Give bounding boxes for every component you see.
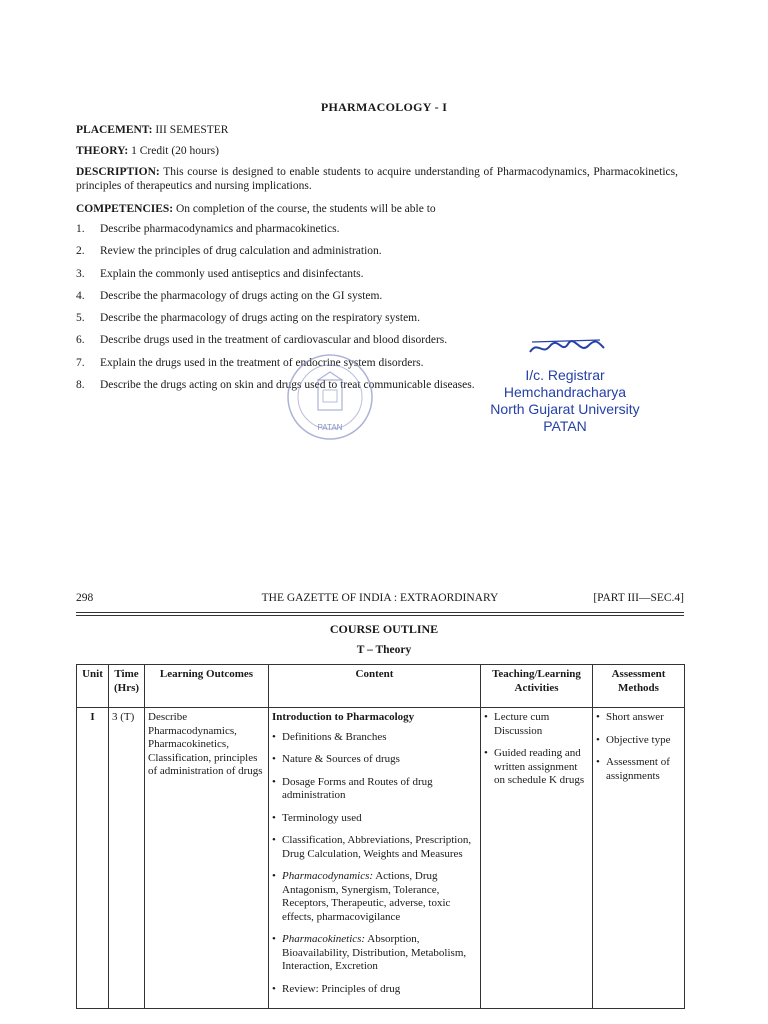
page-title: PHARMACOLOGY - I xyxy=(320,100,448,114)
list-number: 2. xyxy=(76,245,85,258)
list-item: • Guided reading and written assignment on schedule K drugs xyxy=(484,747,589,788)
cell-assessment xyxy=(593,708,685,1009)
course-outline-heading: COURSE OUTLINE xyxy=(329,622,439,636)
col-header-unit: Unit xyxy=(77,665,109,708)
placement-value: III SEMESTER xyxy=(155,124,229,136)
list-number: 3. xyxy=(76,267,85,280)
list-text: Describe drugs used in the treatment of cardiovascular and blood disorders. xyxy=(100,334,448,347)
gazette-part: [PART III—SEC.4] xyxy=(593,592,684,604)
list-text: Describe the pharmacology of drugs acting on the GI system. xyxy=(100,289,383,302)
cell-time: 3 (T) xyxy=(109,708,145,1009)
list-item xyxy=(76,245,716,267)
table-header-row xyxy=(77,665,685,708)
gazette-header xyxy=(76,592,684,608)
col-header-assessment: Assessment Methods xyxy=(593,665,685,708)
competencies-label: COMPETENCIES: xyxy=(76,203,174,215)
pd-label: Pharmacodynamics: xyxy=(282,870,374,882)
signature-icon xyxy=(520,334,610,362)
pd-text: Actions, Drug Antagonism, Synergism, Tolerance, Receptors, Therapeutic, adverse, toxic effects, pharmacovigilance xyxy=(282,870,451,923)
list-number: 5. xyxy=(76,312,85,325)
description-label: DESCRIPTION: xyxy=(76,166,160,178)
col-header-activities: Teaching/Learning Activities xyxy=(481,665,593,708)
cell-activities xyxy=(481,708,593,1009)
course-outline-table xyxy=(76,664,685,1009)
table-row xyxy=(77,708,685,1009)
cell-unit: I xyxy=(77,708,109,1009)
list-item: • Assessment of assignments xyxy=(596,756,681,783)
list-item xyxy=(76,312,716,334)
list-item: • Review: Principles of drug xyxy=(272,983,477,997)
list-item: • Lecture cum Discussion xyxy=(484,711,589,738)
header-rule xyxy=(76,615,684,616)
list-number: 1. xyxy=(76,223,85,235)
list-text: Explain the drugs used in the treatment of endocrine system disorders. xyxy=(100,356,424,369)
pk-text: Absorption, Bioavailability, Distribution, Metabolism, Interaction, Excretion xyxy=(282,933,467,972)
list-item xyxy=(76,268,716,290)
cell-content xyxy=(269,708,481,1009)
stamp-line-3: North Gujarat University xyxy=(490,401,640,417)
description-paragraph xyxy=(76,165,678,193)
list-item: • Definitions & Branches xyxy=(272,731,477,745)
list-number: 6. xyxy=(76,334,85,347)
list-item xyxy=(76,290,716,312)
placement-line xyxy=(76,123,228,137)
col-header-time: Time (Hrs) xyxy=(109,665,145,708)
gazette-title: THE GAZETTE OF INDIA : EXTRAORDINARY xyxy=(261,592,499,604)
theory-heading: T – Theory xyxy=(356,644,412,656)
list-text: Review the principles of drug calculation and administration. xyxy=(100,245,382,258)
list-text: Describe pharmacodynamics and pharmacokinetics. xyxy=(100,223,340,235)
list-text: Describe the drugs acting on skin and drugs used to treat communicable diseases. xyxy=(100,379,475,392)
col-header-outcomes: Learning Outcomes xyxy=(145,665,269,708)
list-item: • Classification, Abbreviations, Prescription, Drug Calculation, Weights and Measures xyxy=(272,834,477,861)
stamp-line-2: Hemchandracharya xyxy=(503,384,627,400)
header-rule xyxy=(76,612,684,613)
competencies-line xyxy=(76,202,436,216)
stamp-line-4: PATAN xyxy=(543,418,587,434)
list-item: • Nature & Sources of drugs xyxy=(272,753,477,767)
list-number: 7. xyxy=(76,356,85,369)
list-number: 4. xyxy=(76,289,85,302)
theory-line xyxy=(76,144,219,158)
page-number: 298 xyxy=(76,592,94,604)
cell-outcomes: Describe Pharmacodynamics, Pharmacokinetics, Classification, principles of administration of drugs xyxy=(145,708,269,1009)
placement-label: PLACEMENT: xyxy=(76,124,153,136)
list-text: Explain the commonly used antiseptics and disinfectants. xyxy=(100,267,364,280)
pk-label: Pharmacokinetics: xyxy=(282,933,366,945)
list-number: 8. xyxy=(76,379,85,392)
list-item: • Terminology used xyxy=(272,812,477,826)
list-text: Describe the pharmacology of drugs acting on the respiratory system. xyxy=(100,312,420,325)
list-item xyxy=(272,933,477,974)
col-header-content: Content xyxy=(269,665,481,708)
list-item xyxy=(272,870,477,924)
list-item: • Objective type xyxy=(596,734,681,748)
seal-text: PATAN xyxy=(317,423,343,432)
theory-value: 1 Credit (20 hours) xyxy=(131,145,219,157)
list-item: • Dosage Forms and Routes of drug administration xyxy=(272,776,477,803)
content-heading: Introduction to Pharmacology xyxy=(272,711,415,723)
competencies-intro: On completion of the course, the students will be able to xyxy=(176,203,436,215)
description-text: This course is designed to enable students to acquire understanding of Pharmacodynamics, Pharmacokinetics, principles of therapeutics and nursing implications. xyxy=(76,166,678,192)
stamp-line-1: I/c. Registrar xyxy=(525,367,605,383)
list-item: • Short answer xyxy=(596,711,681,725)
registrar-stamp xyxy=(440,334,690,435)
university-seal-icon xyxy=(285,352,375,442)
theory-label: THEORY: xyxy=(76,145,129,157)
list-item xyxy=(76,223,716,245)
